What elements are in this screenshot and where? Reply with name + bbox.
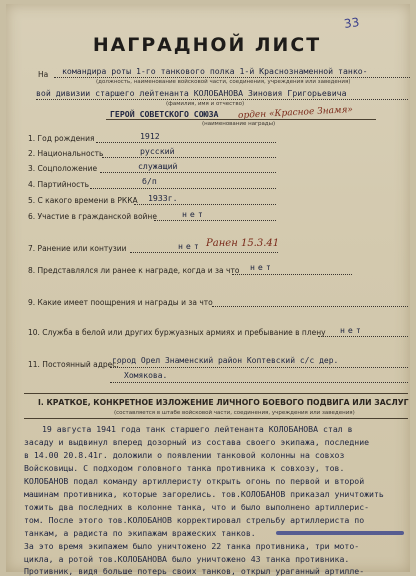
field-value-social-status: служащий [138,161,178,171]
field-label-encouragements: 9. Какие имеет поощрения и награды и за что [28,298,213,307]
narrative-line: За это время экипажем было уничтожено 22 танка противника, три мото- [24,541,360,551]
field-value-previous-awards: нет [250,262,274,272]
field-wounds-handwritten: Ранен 15.3.41 [206,238,280,249]
field-label-birth-year: 1. Год рождения [28,134,95,143]
field-value-address-2: Хомякова. [124,371,168,380]
field-line-4 [90,188,276,189]
field-line-6 [154,220,276,221]
award-sheet-paper [6,4,410,576]
narrative-line: тожить два последних в колонне танка, что и было выполнено артиллерис- [24,502,370,512]
field-label-social-status: 3. Соцположение [28,164,98,173]
narrative-line: Противник, видя больше потерь своих танков, открыл ураганный артилле- [24,566,365,576]
position-hint: (должность, наименование войсковой части, соединения, учреждения или заведения) [96,79,351,85]
name-row-label: На [38,70,49,79]
field-label-previous-awards: 8. Представлялся ли ранее к награде, когда и за что [28,266,240,275]
field-line-11b [110,382,408,383]
name-row-line [54,77,410,78]
page-number: 33 [343,15,361,31]
field-value-nationality: русский [140,146,175,156]
field-value-wounds: нет [178,241,202,251]
field-label-rkka-since: 5. С какого времени в РККА [28,196,138,205]
field-label-nationality: 2. Национальность [28,149,104,158]
field-value-birth-year: 1912 [140,131,160,141]
narrative-line: цикла, а ротой тов.КОЛОБАНОВА было уничтожено 43 танка противника. [24,554,350,564]
section-top-rule [24,393,408,394]
field-line-1 [96,142,276,143]
name-row-value: командира роты 1-го танкового полка 1-й Краснознаменной танко- [62,66,368,76]
award-hint: (наименование награды) [202,121,276,127]
field-line-3 [100,172,276,173]
award-value: ГЕРОЙ СОВЕТСКОГО СОЮЗА [110,109,219,119]
narrative-line: танкам, а радиста по экипажам вражеских танков. [24,528,256,538]
document-title: НАГРАДНОЙ ЛИСТ [92,34,322,56]
narrative-line: том. После этого тов.КОЛОБАНОВ корректировал стрельбу артиллериста по [24,515,365,525]
section-bottom-rule [24,418,408,419]
field-line-8 [232,274,352,275]
field-line-10 [318,336,408,337]
field-line-2 [102,157,276,158]
field-label-wounds: 7. Ранение или контузии [28,244,127,253]
field-value-white-army: нет [340,325,364,335]
narrative-line: КОЛОБАНОВ подал команду артиллеристу открыть огонь по первой и второй [24,476,365,486]
field-label-white-army: 10. Служба в белой или других буржуазных армиях и пребывание в плену [28,328,326,337]
award-handwritten: орден «Красное Знамя» [237,104,354,122]
ink-strikethrough [276,531,404,535]
field-value-civil-war: нет [182,209,206,219]
award-line [106,119,376,120]
narrative-line: машинам противника, которые загорелись. тов.КОЛОБАНОВ приказал уничтожить [24,489,384,499]
field-line-11 [110,367,408,368]
section-title: I. КРАТКОЕ, КОНКРЕТНОЕ ИЗЛОЖЕНИЕ ЛИЧНОГО БОЕВОГО ПОДВИГА ИЛИ ЗАСЛУГ [38,398,409,407]
name-row-value-2: вой дивизии старшего лейтенанта КОЛОБАНОВА Зиновия Григорьевича [36,88,347,98]
field-value-address: город Орел Знаменский район Коптевский с/с дер. [112,356,339,365]
field-label-address: 11. Постоянный адрес: [28,360,119,369]
narrative-line: 19 августа 1941 года танк старшего лейтенанта КОЛОБАНОВА стал в [42,424,353,434]
field-line-9 [212,306,408,307]
field-label-party: 4. Партийность [28,180,90,189]
field-value-party: б/п [142,176,157,186]
narrative-line: в 14.00 20.8.41г. доложили о появлении танковой колонны на совхоз [24,450,345,460]
narrative-line: засаду и выдвинул вперед дозорный из состава своего экипажа, последние [24,437,370,447]
field-label-civil-war: 6. Участие в гражданской войне [28,212,157,221]
narrative-line: Войсковицы. С подходом головного танка противника к совхозу, тов. [24,463,345,473]
field-line-5 [134,204,276,205]
section-hint: (составляется в штабе войсковой части, соединения, учреждения или заведения) [114,410,355,416]
field-line-7 [130,252,278,253]
field-value-rkka-since: 1933г. [148,193,178,203]
name-row-line-2 [36,99,408,100]
name-hint: (фамилия, имя и отчество) [166,101,245,107]
